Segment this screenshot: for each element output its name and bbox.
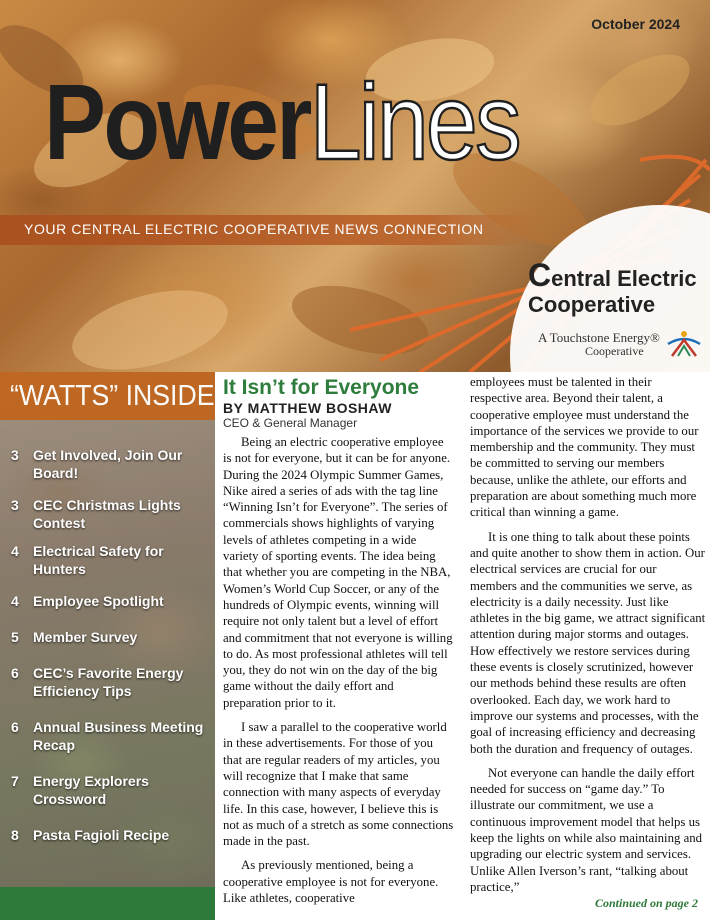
toc-page-number: 6 <box>11 719 19 735</box>
paragraph: Not everyone can handle the daily effort needed for success on “game day.” To illustrate our commitment, we use a continuous improvement model that helps us keep the lights on while also maintaining and upgrading our electric system and services. Unlike Allen Iverson’s rant, “talking about practice,” <box>470 765 703 894</box>
title-power: Power <box>44 61 310 182</box>
paragraph: As previously mentioned, being a cooperative employee is not for everyone. Like athletes, cooperative <box>223 858 439 906</box>
paragraph: Being an electric cooperative employee is not for everyone, but it can be for anyone. During the 2024 Olympic Summer Games, Nike aired a series of ads with the tag line “Winning Isn’t for Everyone”. The series of commercials shows highlights of varying levels of athletes competing in a wide variety of sporting events. The idea being that whether you are competing in the NBA, Women’s World Cup Soccer, or any of the hundreds of Olympic events, winning will require not only talent but a level of effort and commitment that not everyone is willing to do. As most professional athletes will tell you, they do not win on the day of the big game without the daily effort and preparation prior to it. <box>223 435 453 710</box>
paragraph: employees must be talented in their respective area. Beyond their talent, a cooperative employee must understand the importance of the services we provide to our membership and the community. They must be committed to serving our members because, unlike the athlete, our efforts and preparation are about something much more critical than winning a game. <box>470 375 699 520</box>
toc-page-number: 7 <box>11 773 19 789</box>
tagline-bar <box>0 215 540 245</box>
toc-label: Employee Spotlight <box>33 593 164 609</box>
toc-label: CEC Christmas Lights Contest <box>33 497 181 531</box>
tagline: YOUR CENTRAL ELECTRIC COOPERATIVE NEWS CONNECTION <box>24 221 484 237</box>
logo-name-line1: entral Electric <box>551 266 697 291</box>
toc-label: Electrical Safety for Hunters <box>33 543 164 577</box>
toc-page-number: 3 <box>11 447 19 463</box>
toc-label: CEC’s Favorite Energy Efficiency Tips <box>33 665 184 699</box>
toc-label: Pasta Fagioli Recipe <box>33 827 170 843</box>
table-of-contents <box>0 372 215 920</box>
paragraph: I saw a parallel to the cooperative world in these advertisements. For those of you that are regular readers of my articles, you will recognize that I make that same connection with many aspects of everyday life. In this case, however, I believe this is not as much of a stretch as some connections made in the past. <box>223 720 454 849</box>
touchstone-energy-icon <box>664 328 704 358</box>
title-lines: Lines <box>309 61 519 182</box>
masthead-photo <box>0 0 710 372</box>
toc-page-number: 6 <box>11 665 19 681</box>
toc-page-number: 4 <box>11 593 19 609</box>
toc-label: Annual Business Meeting Recap <box>33 719 204 753</box>
article-column-2 <box>470 374 706 895</box>
logo-initial: C <box>528 257 552 293</box>
footer-green-bar <box>0 887 215 920</box>
toc-page-number: 5 <box>11 629 19 645</box>
toc-page-number: 8 <box>11 827 19 843</box>
toc-label: Energy Explorers Crossword <box>33 773 149 807</box>
logo-name-line2: Cooperative <box>528 292 656 317</box>
article-headline: It Isn’t for Everyone <box>223 376 420 399</box>
toc-label: Get Involved, Join Our Board! <box>33 447 183 481</box>
touchstone-line2: Cooperative <box>585 344 644 358</box>
issue-date: October 2024 <box>591 16 680 32</box>
toc-title: “WATTS” INSIDE <box>10 380 215 412</box>
article-column-1 <box>223 434 455 906</box>
toc-header <box>0 372 215 420</box>
newsletter-title <box>44 62 519 182</box>
cooperative-logo <box>528 257 708 318</box>
toc-label: Member Survey <box>33 629 138 645</box>
article-byline: BY MATTHEW BOSHAW <box>223 400 392 416</box>
author-role: CEO & General Manager <box>223 416 358 430</box>
toc-page-number: 3 <box>11 497 19 513</box>
toc-page-number: 4 <box>11 543 19 559</box>
continued-link[interactable]: Continued on page 2 <box>594 896 698 910</box>
paragraph: It is one thing to talk about these points and quite another to show them in action. Our electrical services are crucial for our members and the communities we serve, as electricity is a daily necessity. Just like athletes in the big game, we attract significant attention during major storms and outages. How effectively we restore services during these events is closely scrutinized, however our methods behind these results are often overlooked. Each day, we work hard to improve our systems and processes, with the goal of increasing efficiency and decreasing both the duration and frequency of outages. <box>470 529 706 756</box>
touchstone-line1: A Touchstone Energy® <box>538 330 660 345</box>
